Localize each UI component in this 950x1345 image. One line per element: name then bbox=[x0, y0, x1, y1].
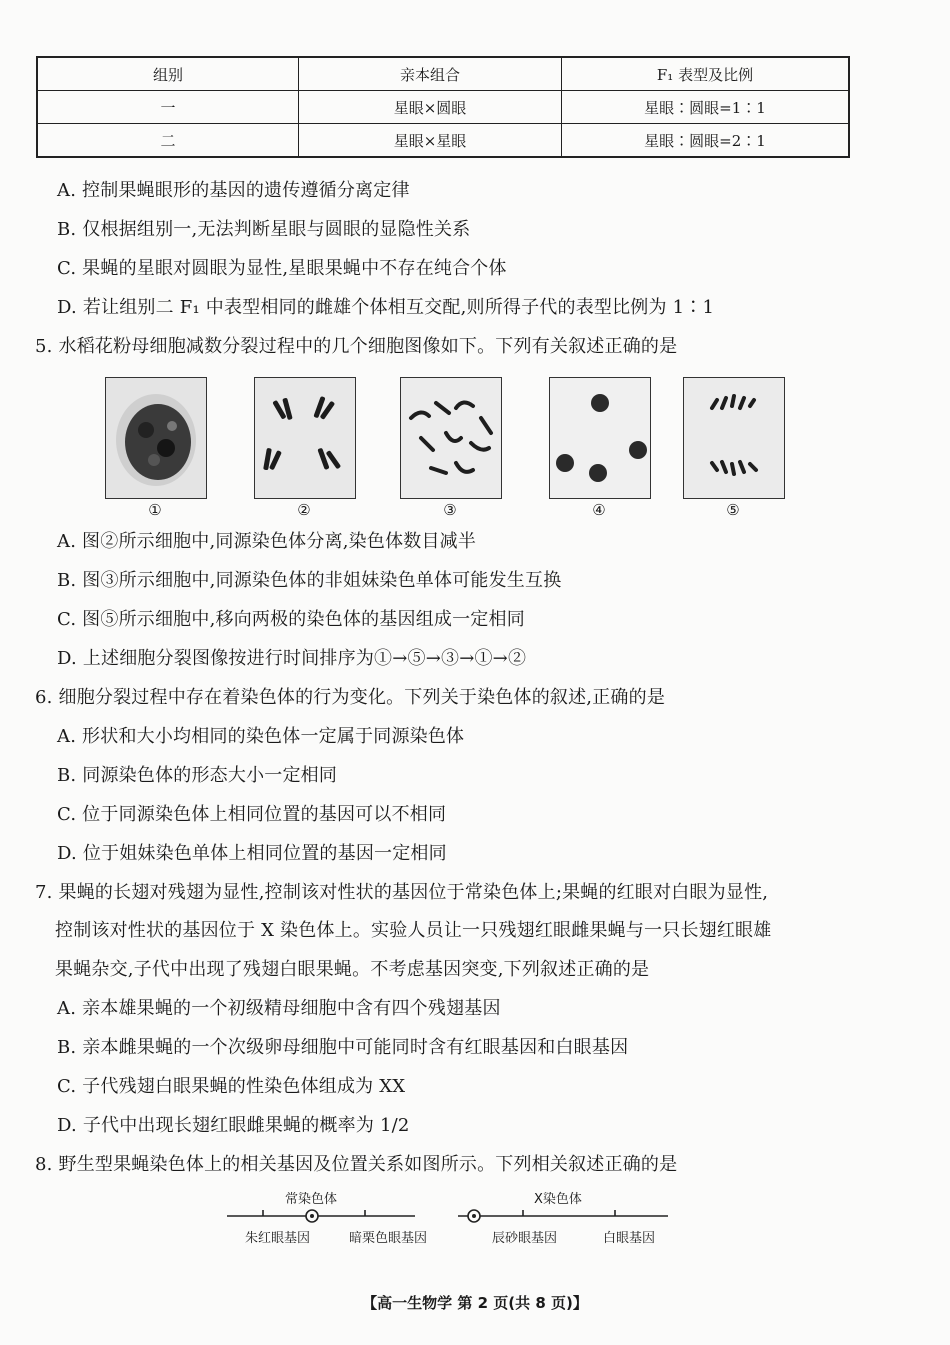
table-cell: 二 bbox=[37, 124, 299, 158]
q5-option-c: C. 图⑤所示细胞中,移向两极的染色体的基因组成一定相同 bbox=[57, 609, 525, 630]
q7-stem-line: 果蝇杂交,子代中出现了残翅白眼果蝇。不考虑基因突变,下列叙述正确的是 bbox=[55, 959, 650, 980]
q4-option-a: A. 控制果蝇眼形的基因的遗传遵循分离定律 bbox=[57, 180, 410, 201]
table-cell: 星眼∶圆眼=2∶1 bbox=[562, 124, 850, 158]
cell-caption: ⑤ bbox=[726, 501, 740, 519]
cell-image-3 bbox=[400, 377, 502, 499]
q6-option-b: B. 同源染色体的形态大小一定相同 bbox=[57, 765, 338, 786]
cell-image-1 bbox=[105, 377, 207, 499]
q6-stem: 6. 细胞分裂过程中存在着染色体的行为变化。下列关于染色体的叙述,正确的是 bbox=[35, 687, 666, 708]
table-cell: 星眼×圆眼 bbox=[299, 91, 562, 124]
q5-option-d: D. 上述细胞分裂图像按进行时间排序为①→⑤→③→①→② bbox=[57, 648, 527, 669]
cell-caption: ③ bbox=[443, 501, 457, 519]
q5-option-a: A. 图②所示细胞中,同源染色体分离,染色体数目减半 bbox=[57, 531, 477, 552]
q7-stem-line: 7. 果蝇的长翅对残翅为显性,控制该对性状的基因位于常染色体上;果蝇的红眼对白眼为显性, bbox=[35, 882, 769, 903]
gene-label: 白眼基因 bbox=[603, 1231, 656, 1246]
q4-option-d: D. 若让组别二 F₁ 中表型相同的雌雄个体相互交配,则所得子代的表型比例为 1∶1 bbox=[57, 297, 715, 318]
q7-option-b: B. 亲本雌果蝇的一个次级卵母细胞中可能同时含有红眼基因和白眼基因 bbox=[57, 1037, 629, 1058]
cell-caption: ④ bbox=[592, 501, 606, 519]
cell-image-5 bbox=[683, 377, 785, 499]
table-header-row bbox=[37, 57, 849, 91]
q5-option-b: B. 图③所示细胞中,同源染色体的非姐妹染色单体可能发生互换 bbox=[57, 570, 562, 591]
q6-option-c: C. 位于同源染色体上相同位置的基因可以不相同 bbox=[57, 804, 447, 825]
q4-option-c: C. 果蝇的星眼对圆眼为显性,星眼果蝇中不存在纯合个体 bbox=[57, 258, 507, 279]
q7-option-a: A. 亲本雄果蝇的一个初级精母细胞中含有四个残翅基因 bbox=[57, 998, 501, 1019]
q6-option-a: A. 形状和大小均相同的染色体一定属于同源染色体 bbox=[57, 726, 465, 747]
chromosome-gene-diagram bbox=[225, 1183, 695, 1253]
table-header-cell: 亲本组合 bbox=[299, 57, 562, 91]
q7-stem-line: 控制该对性状的基因位于 X 染色体上。实验人员让一只残翅红眼雌果蝇与一只长翅红眼雄 bbox=[55, 920, 772, 941]
cell-image-4 bbox=[549, 377, 651, 499]
gene-label: 暗栗色眼基因 bbox=[349, 1231, 428, 1246]
table-cell: 星眼∶圆眼=1∶1 bbox=[562, 91, 850, 124]
q7-option-c: C. 子代残翅白眼果蝇的性染色体组成为 XX bbox=[57, 1076, 406, 1097]
gene-label: 辰砂眼基因 bbox=[492, 1231, 558, 1246]
results-table bbox=[36, 56, 850, 158]
table-row bbox=[37, 124, 849, 158]
q6-option-d: D. 位于姐妹染色单体上相同位置的基因一定相同 bbox=[57, 843, 447, 864]
q8-stem: 8. 野生型果蝇染色体上的相关基因及位置关系如图所示。下列相关叙述正确的是 bbox=[35, 1154, 678, 1175]
q7-option-d: D. 子代中出现长翅红眼雌果蝇的概率为 1/2 bbox=[57, 1115, 410, 1136]
q5-stem: 5. 水稻花粉母细胞减数分裂过程中的几个细胞图像如下。下列有关叙述正确的是 bbox=[35, 336, 678, 357]
table-header-cell: F₁ 表型及比例 bbox=[562, 57, 850, 91]
cell-caption: ① bbox=[148, 501, 162, 519]
table-cell: 一 bbox=[37, 91, 299, 124]
q4-option-b: B. 仅根据组别一,无法判断星眼与圆眼的显隐性关系 bbox=[57, 219, 471, 240]
table-row bbox=[37, 91, 849, 124]
table-cell: 星眼×星眼 bbox=[299, 124, 562, 158]
cell-image-2 bbox=[254, 377, 356, 499]
meiosis-cell-images bbox=[0, 377, 950, 522]
gene-label: 朱红眼基因 bbox=[245, 1231, 311, 1246]
x-chromosome-title: X染色体 bbox=[534, 1192, 582, 1207]
cell-caption: ② bbox=[297, 501, 311, 519]
page-footer: 【高一生物学 第 2 页(共 8 页)】 bbox=[362, 1294, 588, 1312]
autosome-title: 常染色体 bbox=[285, 1192, 338, 1207]
table-header-cell: 组别 bbox=[37, 57, 299, 91]
